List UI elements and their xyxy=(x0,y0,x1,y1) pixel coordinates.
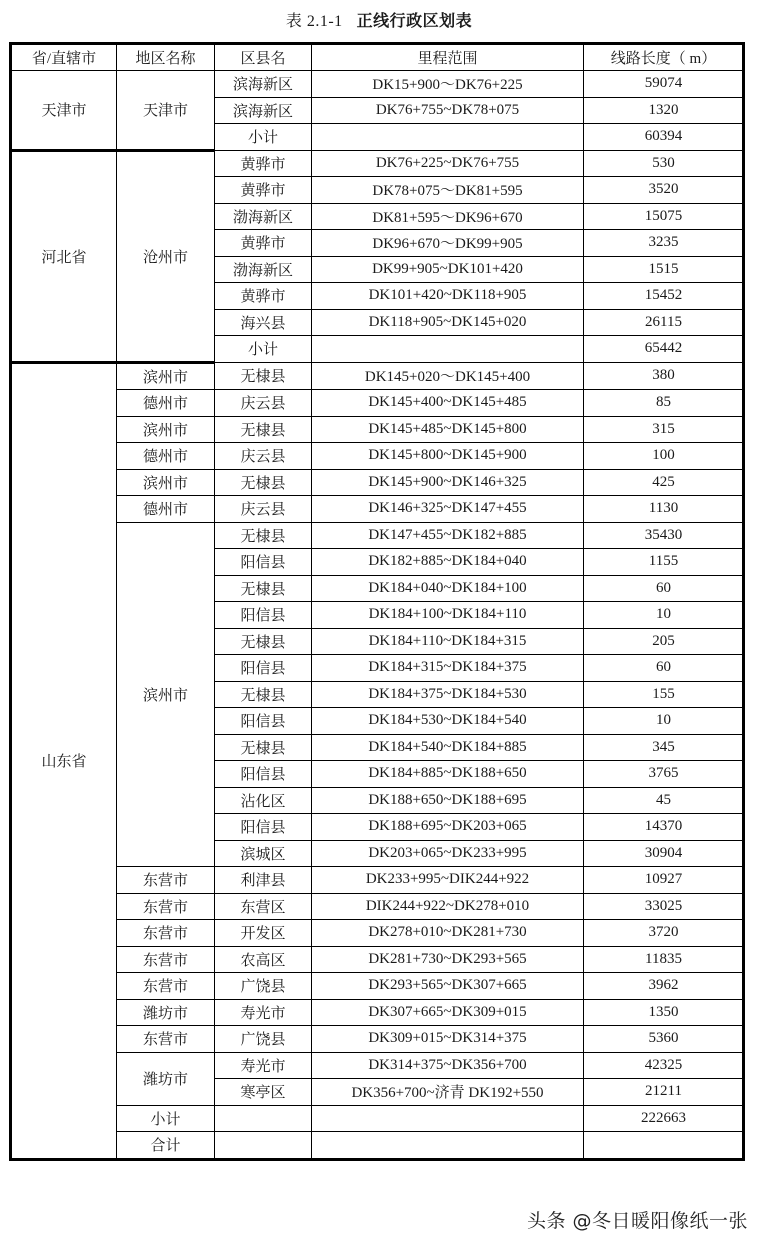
length-cell: 3520 xyxy=(584,177,744,204)
table-row xyxy=(11,150,744,177)
length-cell: 35430 xyxy=(584,522,744,549)
region-cell: 东营市 xyxy=(117,973,215,1000)
length-cell: 11835 xyxy=(584,946,744,973)
county-cell: 寒亭区 xyxy=(215,1079,312,1106)
mileage-cell: DK118+905~DK145+020 xyxy=(312,309,584,336)
mileage-cell: DK182+885~DK184+040 xyxy=(312,549,584,576)
header-length: 线路长度（ m） xyxy=(584,44,744,71)
county-cell: 广饶县 xyxy=(215,1026,312,1053)
table-row xyxy=(11,390,744,417)
county-cell: 黄骅市 xyxy=(215,177,312,204)
length-cell: 10927 xyxy=(584,867,744,894)
table-row xyxy=(11,522,744,549)
county-cell: 渤海新区 xyxy=(215,256,312,283)
mileage-cell: DK307+665~DK309+015 xyxy=(312,999,584,1026)
county-cell: 无棣县 xyxy=(215,522,312,549)
length-cell: 100 xyxy=(584,443,744,470)
table-title xyxy=(0,8,758,31)
mileage-cell: DIK244+922~DK278+010 xyxy=(312,893,584,920)
mileage-cell: DK145+900~DK146+325 xyxy=(312,469,584,496)
county-cell: 无棣县 xyxy=(215,681,312,708)
mileage-cell: DK184+040~DK184+100 xyxy=(312,575,584,602)
subtotal-label: 小计 xyxy=(215,336,312,363)
table-row xyxy=(11,920,744,947)
mileage-cell: DK184+530~DK184+540 xyxy=(312,708,584,735)
header-row xyxy=(11,44,744,71)
length-cell: 15075 xyxy=(584,203,744,230)
region-cell: 滨州市 xyxy=(117,362,215,390)
mileage-cell: DK184+540~DK184+885 xyxy=(312,734,584,761)
county-cell: 滨海新区 xyxy=(215,97,312,124)
mileage-cell: DK184+110~DK184+315 xyxy=(312,628,584,655)
mileage-cell xyxy=(584,1132,744,1160)
length-cell: 1130 xyxy=(584,496,744,523)
length-cell: 5360 xyxy=(584,1026,744,1053)
region-cell: 东营市 xyxy=(117,867,215,894)
county-cell: 阳信县 xyxy=(215,708,312,735)
mileage-cell: DK101+420~DK118+905 xyxy=(312,283,584,310)
mileage-cell: DK203+065~DK233+995 xyxy=(312,840,584,867)
mileage-cell: DK145+400~DK145+485 xyxy=(312,390,584,417)
mileage-cell: DK76+755~DK78+075 xyxy=(312,97,584,124)
length-cell: 205 xyxy=(584,628,744,655)
county-cell xyxy=(215,1105,312,1132)
region-cell: 德州市 xyxy=(117,443,215,470)
mileage-cell: DK188+695~DK203+065 xyxy=(312,814,584,841)
table-row xyxy=(11,443,744,470)
region-cell: 潍坊市 xyxy=(117,999,215,1026)
county-cell: 阳信县 xyxy=(215,814,312,841)
length-cell: 155 xyxy=(584,681,744,708)
table-row xyxy=(11,416,744,443)
mileage-cell: DK188+650~DK188+695 xyxy=(312,787,584,814)
mileage-cell: DK184+375~DK184+530 xyxy=(312,681,584,708)
region-cell: 东营市 xyxy=(117,920,215,947)
length-cell: 425 xyxy=(584,469,744,496)
county-cell: 无棣县 xyxy=(215,416,312,443)
length-cell: 30904 xyxy=(584,840,744,867)
region-cell: 滨州市 xyxy=(117,522,215,867)
mileage-cell xyxy=(312,1105,584,1132)
county-cell: 无棣县 xyxy=(215,734,312,761)
mileage-cell: DK81+595～DK96+670 xyxy=(312,203,584,230)
mileage-cell: DK147+455~DK182+885 xyxy=(312,522,584,549)
region-cell: 德州市 xyxy=(117,496,215,523)
length-cell: 14370 xyxy=(584,814,744,841)
county-cell: 无棣县 xyxy=(215,628,312,655)
length-cell: 59074 xyxy=(584,71,744,98)
total-row xyxy=(11,1132,744,1160)
length-cell: 33025 xyxy=(584,893,744,920)
length-cell: 530 xyxy=(584,150,744,177)
length-cell: 1350 xyxy=(584,999,744,1026)
region-cell: 潍坊市 xyxy=(117,1052,215,1105)
region-cell: 滨州市 xyxy=(117,469,215,496)
subtotal-label: 小计 xyxy=(117,1105,215,1132)
total-label: 合计 xyxy=(117,1132,215,1160)
county-cell: 无棣县 xyxy=(215,362,312,390)
county-cell: 无棣县 xyxy=(215,469,312,496)
mileage-cell: DK314+375~DK356+700 xyxy=(312,1052,584,1079)
county-cell: 庆云县 xyxy=(215,390,312,417)
county-cell: 海兴县 xyxy=(215,309,312,336)
watermark: 头条 @冬日暖阳像纸一张 xyxy=(527,1210,749,1232)
region-cell: 东营市 xyxy=(117,946,215,973)
mileage-cell xyxy=(312,124,584,151)
table-row xyxy=(11,1026,744,1053)
county-cell xyxy=(312,1132,584,1160)
length-cell: 60 xyxy=(584,655,744,682)
length-cell: 42325 xyxy=(584,1052,744,1079)
length-cell: 1515 xyxy=(584,256,744,283)
province-cell: 山东省 xyxy=(11,362,117,1159)
length-cell: 1155 xyxy=(584,549,744,576)
length-cell: 345 xyxy=(584,734,744,761)
mileage-cell: DK356+700~济青 DK192+550 xyxy=(312,1079,584,1106)
subtotal-row xyxy=(11,1105,744,1132)
length-cell: 60 xyxy=(584,575,744,602)
length-cell: 21211 xyxy=(584,1079,744,1106)
table-number: 表 2.1-1 xyxy=(285,13,343,30)
length-cell: 45 xyxy=(584,787,744,814)
length-cell: 3962 xyxy=(584,973,744,1000)
mileage-cell xyxy=(312,336,584,363)
county-cell: 阳信县 xyxy=(215,549,312,576)
admin-division-table xyxy=(9,42,745,1161)
table-row xyxy=(11,1052,744,1079)
header-county: 区县名 xyxy=(215,44,312,71)
county-cell: 寿光市 xyxy=(215,999,312,1026)
mileage-cell: DK15+900～DK76+225 xyxy=(312,71,584,98)
table-row xyxy=(11,362,744,390)
mileage-cell: DK184+100~DK184+110 xyxy=(312,602,584,629)
county-cell: 广饶县 xyxy=(215,973,312,1000)
mileage-cell: DK145+020～DK145+400 xyxy=(312,362,584,390)
mileage-cell: DK184+885~DK188+650 xyxy=(312,761,584,788)
length-cell: 10 xyxy=(584,602,744,629)
county-cell: 东营区 xyxy=(215,893,312,920)
county-cell: 庆云县 xyxy=(215,496,312,523)
length-cell: 3235 xyxy=(584,230,744,257)
county-cell: 阳信县 xyxy=(215,655,312,682)
header-mileage: 里程范围 xyxy=(312,44,584,71)
mileage-cell: DK281+730~DK293+565 xyxy=(312,946,584,973)
region-cell: 天津市 xyxy=(117,71,215,151)
table-caption: 正线行政区划表 xyxy=(356,13,473,30)
mileage-cell: DK99+905~DK101+420 xyxy=(312,256,584,283)
length-cell: 3765 xyxy=(584,761,744,788)
region-cell xyxy=(215,1132,312,1160)
subtotal-value: 65442 xyxy=(584,336,744,363)
county-cell: 黄骅市 xyxy=(215,230,312,257)
subtotal-value: 60394 xyxy=(584,124,744,151)
table-row xyxy=(11,496,744,523)
region-cell: 滨州市 xyxy=(117,416,215,443)
county-cell: 黄骅市 xyxy=(215,283,312,310)
region-cell: 东营市 xyxy=(117,1026,215,1053)
length-cell: 1320 xyxy=(584,97,744,124)
table-row xyxy=(11,999,744,1026)
mileage-cell: DK278+010~DK281+730 xyxy=(312,920,584,947)
subtotal-label: 小计 xyxy=(215,124,312,151)
county-cell: 滨海新区 xyxy=(215,71,312,98)
county-cell: 阳信县 xyxy=(215,761,312,788)
county-cell: 黄骅市 xyxy=(215,150,312,177)
header-province: 省/直辖市 xyxy=(11,44,117,71)
county-cell: 庆云县 xyxy=(215,443,312,470)
mileage-cell: DK76+225~DK76+755 xyxy=(312,150,584,177)
mileage-cell: DK146+325~DK147+455 xyxy=(312,496,584,523)
county-cell: 沾化区 xyxy=(215,787,312,814)
mileage-cell: DK233+995~DIK244+922 xyxy=(312,867,584,894)
table-row xyxy=(11,867,744,894)
county-cell: 开发区 xyxy=(215,920,312,947)
length-cell: 380 xyxy=(584,362,744,390)
region-cell: 沧州市 xyxy=(117,150,215,362)
mileage-cell: DK145+485~DK145+800 xyxy=(312,416,584,443)
county-cell: 无棣县 xyxy=(215,575,312,602)
county-cell: 利津县 xyxy=(215,867,312,894)
province-cell: 河北省 xyxy=(11,150,117,362)
table-row xyxy=(11,469,744,496)
length-cell: 3720 xyxy=(584,920,744,947)
table-row xyxy=(11,71,744,98)
county-cell: 农高区 xyxy=(215,946,312,973)
region-cell: 东营市 xyxy=(117,893,215,920)
table-row xyxy=(11,893,744,920)
length-cell: 15452 xyxy=(584,283,744,310)
length-cell: 315 xyxy=(584,416,744,443)
province-cell: 天津市 xyxy=(11,71,117,151)
mileage-cell: DK184+315~DK184+375 xyxy=(312,655,584,682)
mileage-cell: DK309+015~DK314+375 xyxy=(312,1026,584,1053)
header-region: 地区名称 xyxy=(117,44,215,71)
county-cell: 寿光市 xyxy=(215,1052,312,1079)
county-cell: 渤海新区 xyxy=(215,203,312,230)
length-cell: 85 xyxy=(584,390,744,417)
county-cell: 阳信县 xyxy=(215,602,312,629)
mileage-cell: DK293+565~DK307+665 xyxy=(312,973,584,1000)
mileage-cell: DK145+800~DK145+900 xyxy=(312,443,584,470)
region-cell: 德州市 xyxy=(117,390,215,417)
mileage-cell: DK96+670～DK99+905 xyxy=(312,230,584,257)
subtotal-value: 222663 xyxy=(584,1105,744,1132)
mileage-cell: DK78+075～DK81+595 xyxy=(312,177,584,204)
length-cell: 26115 xyxy=(584,309,744,336)
table-row xyxy=(11,946,744,973)
county-cell: 滨城区 xyxy=(215,840,312,867)
length-cell: 10 xyxy=(584,708,744,735)
table-row xyxy=(11,973,744,1000)
